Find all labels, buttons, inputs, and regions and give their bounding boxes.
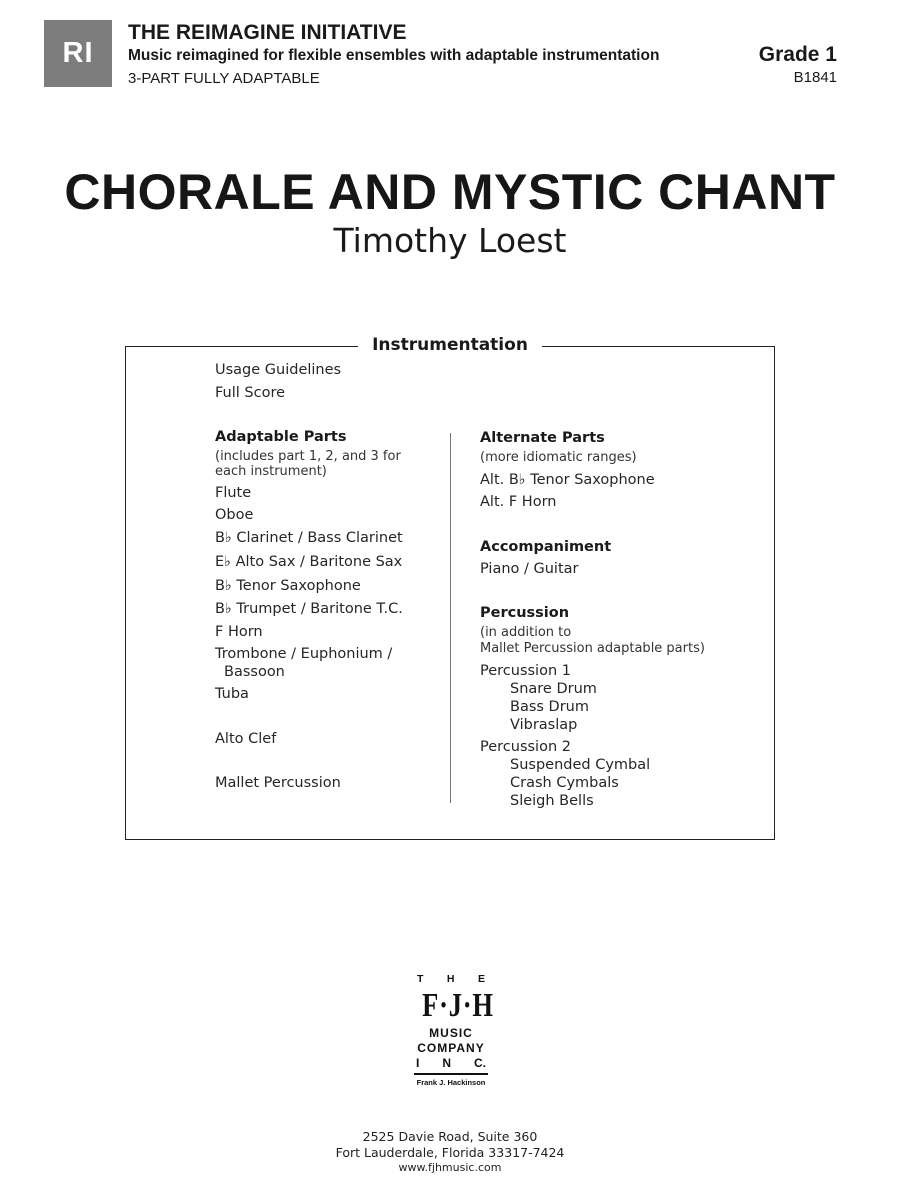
adaptable-part-item: Flute <box>215 485 252 501</box>
alternate-part-item: Alt. F Horn <box>480 494 557 510</box>
percussion-instrument: Suspended Cymbal <box>510 757 651 773</box>
percussion-instrument: Vibraslap <box>510 717 578 733</box>
logo-letter: C. <box>473 1056 486 1070</box>
adaptable-parts-heading: Adaptable Parts <box>215 429 347 445</box>
adaptable-part-item: Oboe <box>215 507 254 523</box>
logo-company: COMPANY <box>417 1041 485 1055</box>
series-title: THE REIMAGINE INITIATIVE <box>128 21 407 44</box>
percussion-instrument: Sleigh Bells <box>510 793 594 809</box>
adaptable-part-item: B♭ Tenor Saxophone <box>215 578 361 594</box>
adaptable-part-item: E♭ Alto Sax / Baritone Sax <box>215 554 403 570</box>
logo-the <box>414 973 488 985</box>
percussion-instrument: Snare Drum <box>510 681 597 697</box>
percussion-instrument: Crash Cymbals <box>510 775 619 791</box>
adaptable-part-item: Tuba <box>215 686 249 702</box>
logo-letter: T <box>417 973 424 985</box>
instrumentation-heading: Instrumentation <box>358 335 542 355</box>
alternate-parts-heading: Alternate Parts <box>480 430 605 446</box>
adaptable-part-item: Mallet Percussion <box>215 775 341 791</box>
logo-rule <box>414 1073 488 1075</box>
logo-fjh: F·J·H <box>422 987 494 1024</box>
accompaniment-heading: Accompaniment <box>480 539 612 555</box>
adaptable-part-item-continued: Bassoon <box>224 664 285 680</box>
logo-letter: E <box>477 973 485 985</box>
publisher-address-line: 2525 Davie Road, Suite 360 <box>362 1129 538 1144</box>
logo-letter: H <box>446 973 455 985</box>
logo-letter: N <box>442 1056 451 1070</box>
piece-title: CHORALE AND MYSTIC CHANT <box>64 164 836 220</box>
publisher-website: www.fjhmusic.com <box>398 1161 502 1174</box>
general-item: Usage Guidelines <box>215 362 342 378</box>
logo-letter: I <box>416 1056 420 1070</box>
logo-founder: Frank J. Hackinson <box>416 1078 486 1087</box>
alternate-part-item: Alt. B♭ Tenor Saxophone <box>480 472 655 488</box>
percussion-note: (in addition to <box>480 625 572 640</box>
composer-name: Timothy Loest <box>333 221 567 260</box>
logo-music: MUSIC <box>429 1026 473 1040</box>
general-item: Full Score <box>215 385 286 401</box>
percussion-group-name: Percussion 1 <box>480 663 571 679</box>
column-divider <box>450 433 451 803</box>
series-note: 3-PART FULLY ADAPTABLE <box>128 70 320 87</box>
catalog-code: B1841 <box>793 69 837 86</box>
adaptable-part-item: F Horn <box>215 624 263 640</box>
percussion-group-name: Percussion 2 <box>480 739 571 755</box>
percussion-heading: Percussion <box>480 605 570 621</box>
alternate-parts-note: (more idiomatic ranges) <box>480 450 637 465</box>
adaptable-part-item: B♭ Trumpet / Baritone T.C. <box>215 601 403 617</box>
grade-label: Grade 1 <box>758 43 837 66</box>
percussion-instrument: Bass Drum <box>510 699 589 715</box>
adaptable-part-item: Alto Clef <box>215 731 277 747</box>
adaptable-parts-note: (includes part 1, 2, and 3 for <box>215 449 401 464</box>
adaptable-parts-note: each instrument) <box>215 464 327 479</box>
adaptable-part-item: Trombone / Euphonium / <box>215 646 393 662</box>
series-subtitle: Music reimagined for flexible ensembles with adaptable instrumentation <box>128 47 660 64</box>
adaptable-part-item: B♭ Clarinet / Bass Clarinet <box>215 530 403 546</box>
accompaniment-item: Piano / Guitar <box>480 561 579 577</box>
publisher-address-line: Fort Lauderdale, Florida 33317-7424 <box>335 1145 565 1160</box>
percussion-note: Mallet Percussion adaptable parts) <box>480 641 705 656</box>
series-logo-badge: RI <box>44 20 112 87</box>
fjh-music-company-logo <box>414 973 494 1087</box>
logo-inc <box>414 1056 488 1071</box>
